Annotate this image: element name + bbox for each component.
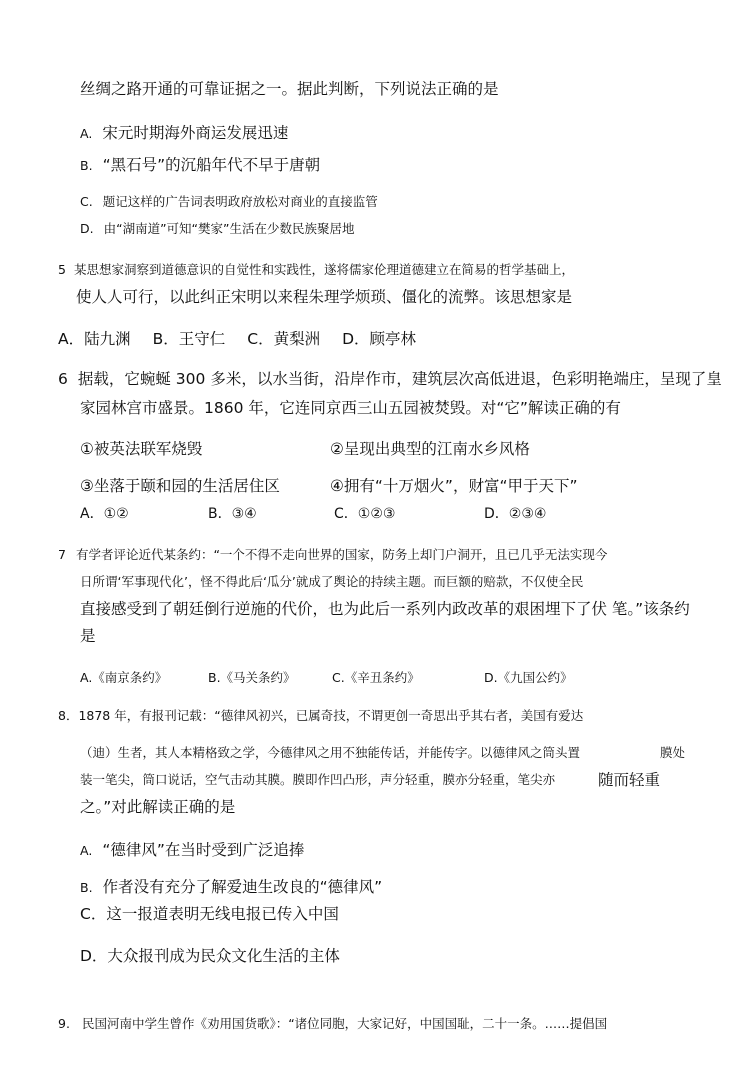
option-label: C. <box>80 194 93 209</box>
option-text: 由“湖南道”可知“樊家”生活在少数民族聚居地 <box>103 221 355 236</box>
option-label: A. <box>80 126 93 141</box>
q6-item-1: ①被英法联军烧毁 <box>80 440 203 458</box>
question-text: 1878 年，有报刊记载：“德律风初兴，已属奇技，不谓更创一奇思出乎其右者，美国有爱达 <box>78 708 584 723</box>
q6-option-d: D．②③④ <box>484 506 547 522</box>
q8-option-d: D．大众报刊成为民众文化生活的主体 <box>80 947 340 965</box>
option-text: “黑石号”的沉船年代不早于唐朝 <box>102 156 321 174</box>
option-label: D. <box>80 221 94 236</box>
q6-item-4: ④拥有“十万烟火”，财富“甲于天下” <box>330 477 578 495</box>
q6-item-2: ②呈现出典型的江南水乡风格 <box>330 440 530 458</box>
q7-option-b: B.《马关条约》 <box>208 670 296 685</box>
q7-stem-line1 <box>58 547 607 562</box>
q8-stem-line4a: 随而轻重 <box>598 771 661 789</box>
option-text: “德律风”在当时受到广泛追捧 <box>102 841 305 859</box>
q6-option-c: C．①②③ <box>334 506 396 522</box>
option-label: A. <box>80 843 93 858</box>
question-text: 据载，它蜿蜒 300 多米，以水当街，沿岸作市，建筑层次高低进退，色彩明艳端庄，呈现了皇 <box>77 370 722 388</box>
option-text: 作者没有充分了解爱迪生改良的“德律风” <box>102 878 383 896</box>
q8-stem-line2b: 膜处 <box>660 745 686 760</box>
question-number: 7 <box>58 547 66 562</box>
q8-stem-line3: 装一笔尖，筒口说话，空气击动其膜。膜即作凹凸形，声分轻重，膜亦分轻重，笔尖亦 <box>80 772 556 787</box>
question-number: 8． <box>58 708 79 723</box>
q4-option-d <box>80 221 355 236</box>
q4-option-b <box>80 156 320 175</box>
q8-stem-line4b: 之。”对此解读正确的是 <box>80 798 236 816</box>
q7-option-d: D.《九国公约》 <box>484 670 573 685</box>
q7-stem-line4: 是 <box>80 627 96 645</box>
option-label: B. <box>80 880 93 895</box>
q6-option-a: A．①② <box>80 506 129 522</box>
question-text: 有学者评论近代某条约：“一个不得不走向世界的国家，防务上却门户洞开，且已几乎无法实现今 <box>75 547 608 562</box>
option-text: 题记这样的广告词表明政府放松对商业的直接监管 <box>102 194 378 209</box>
question-number: 6 <box>58 370 68 388</box>
option-d: D．顾亭林 <box>342 330 417 348</box>
q8-option-a <box>80 841 304 860</box>
q8-option-c: C．这一报道表明无线电报已传入中国 <box>80 905 339 923</box>
option-label: B. <box>80 158 93 173</box>
q7-option-c: C.《辛丑条约》 <box>332 670 420 685</box>
q4-stem-tail: 丝绸之路开通的可靠证据之一。据此判断，下列说法正确的是 <box>80 80 499 98</box>
question-text: 民国河南中学生曾作《劝用国货歌》：“诸位同胞，大家记好，中国国耻，二十一条。……提倡国 <box>81 1016 608 1031</box>
q7-stem-line2: 日所谓‘军事现代化’，怪不得此后‘瓜分’就成了舆论的持续主题。而巨额的赔款，不仅使全民 <box>80 574 584 589</box>
option-c: C．黄梨洲 <box>247 330 321 348</box>
q4-option-a <box>80 124 288 143</box>
q7-option-a: A.《南京条约》 <box>80 670 168 685</box>
q8-stem-line1 <box>58 708 583 723</box>
option-text: 宋元时期海外商运发展迅速 <box>102 124 289 142</box>
q6-option-b: B．③④ <box>208 506 257 522</box>
q6-item-3: ③坐落于颐和园的生活居住区 <box>80 477 280 495</box>
question-number: 9. <box>58 1016 70 1031</box>
q8-stem-line2a: （迪）生者，其人本精格致之学，今德律风之用不独能传话，并能传字。以德律风之筒头置 <box>80 745 581 760</box>
question-number: 5 <box>58 262 66 277</box>
q7-stem-line3: 直接感受到了朝廷倒行逆施的代价，也为此后一系列内政改革的艰困埋下了伏 笔。”该条约 <box>80 600 690 618</box>
option-a: A．陆九渊 <box>58 330 131 348</box>
q5-stem-line2: 使人人可行，以此纠正宋明以来程朱理学烦琐、僵化的流弊。该思想家是 <box>76 288 573 306</box>
q5-options <box>58 330 416 349</box>
q4-option-c <box>80 194 378 209</box>
q6-stem-line1 <box>58 370 722 389</box>
q6-stem-line2: 家园林宫市盛景。1860 年，它连同京西三山五园被焚毁。对“它”解读正确的有 <box>80 399 621 417</box>
question-text: 某思想家洞察到道德意识的自觉性和实践性，遂将儒家伦理道德建立在简易的哲学基础上， <box>73 262 574 277</box>
q5-stem-line1 <box>58 262 574 277</box>
q8-option-b <box>80 878 382 897</box>
option-b: B．王守仁 <box>152 330 226 348</box>
q9-stem-line1 <box>58 1016 607 1031</box>
